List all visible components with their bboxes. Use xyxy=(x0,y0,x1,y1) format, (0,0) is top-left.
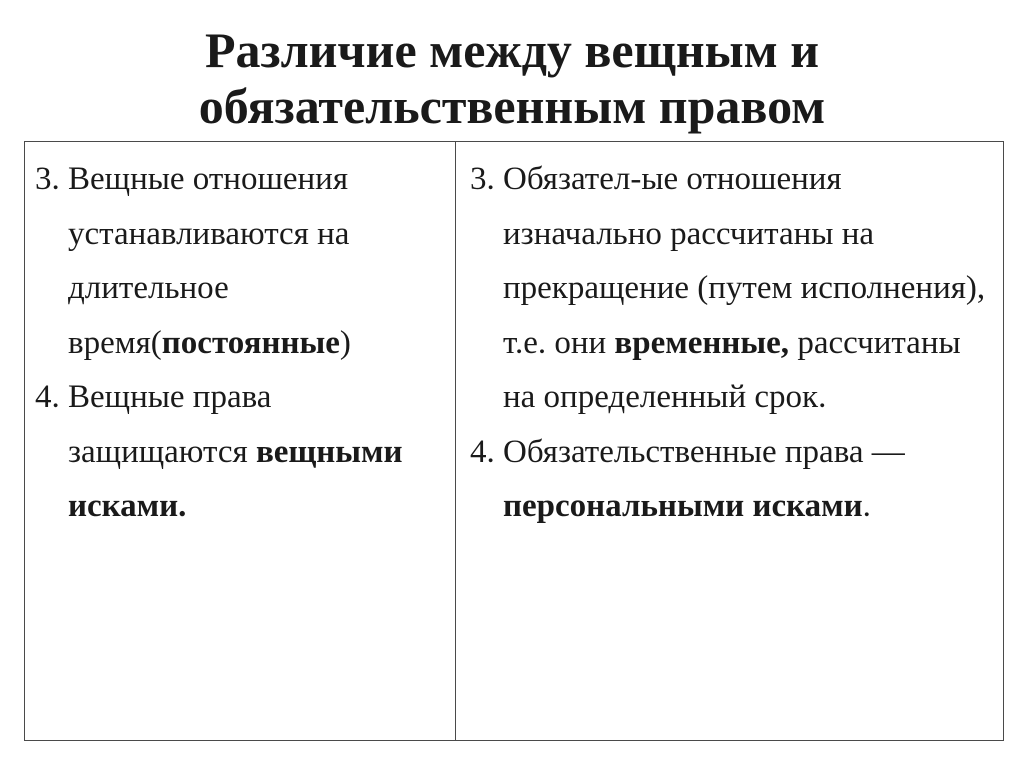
real-rights-item-3 xyxy=(35,152,447,370)
obligation-rights-item-3 xyxy=(470,152,995,425)
title-line-2: обязательственным правом xyxy=(198,78,826,134)
slide-title xyxy=(0,22,1024,134)
emphasis-text: временные, xyxy=(614,324,790,361)
item-text: 3. Вещные отношения устанавливаются на длительное время( xyxy=(35,161,350,361)
comparison-table xyxy=(24,141,1004,741)
real-rights-column xyxy=(25,142,456,740)
real-rights-item-4 xyxy=(35,370,447,534)
item-text: 4. Обязательственные права — xyxy=(470,433,905,470)
title-line-1: Различие между вещным и xyxy=(204,22,820,78)
emphasis-text: вещными исками. xyxy=(68,433,403,524)
emphasis-text: постоянные xyxy=(161,324,340,361)
item-text: 4. Вещные права защищаются xyxy=(35,379,272,470)
emphasis-text: персональными исками xyxy=(503,488,863,524)
item-text: 3. Обязател-ые отношения изначально рассчитаны на прекращение (путем исполнения), т.е. они xyxy=(470,161,986,361)
obligation-rights-column xyxy=(456,142,1003,740)
item-text: ) xyxy=(339,324,351,361)
item-text: рассчитаны на определенный срок. xyxy=(503,324,961,415)
obligation-rights-item-4 xyxy=(470,425,995,534)
item-text: . xyxy=(862,488,871,524)
